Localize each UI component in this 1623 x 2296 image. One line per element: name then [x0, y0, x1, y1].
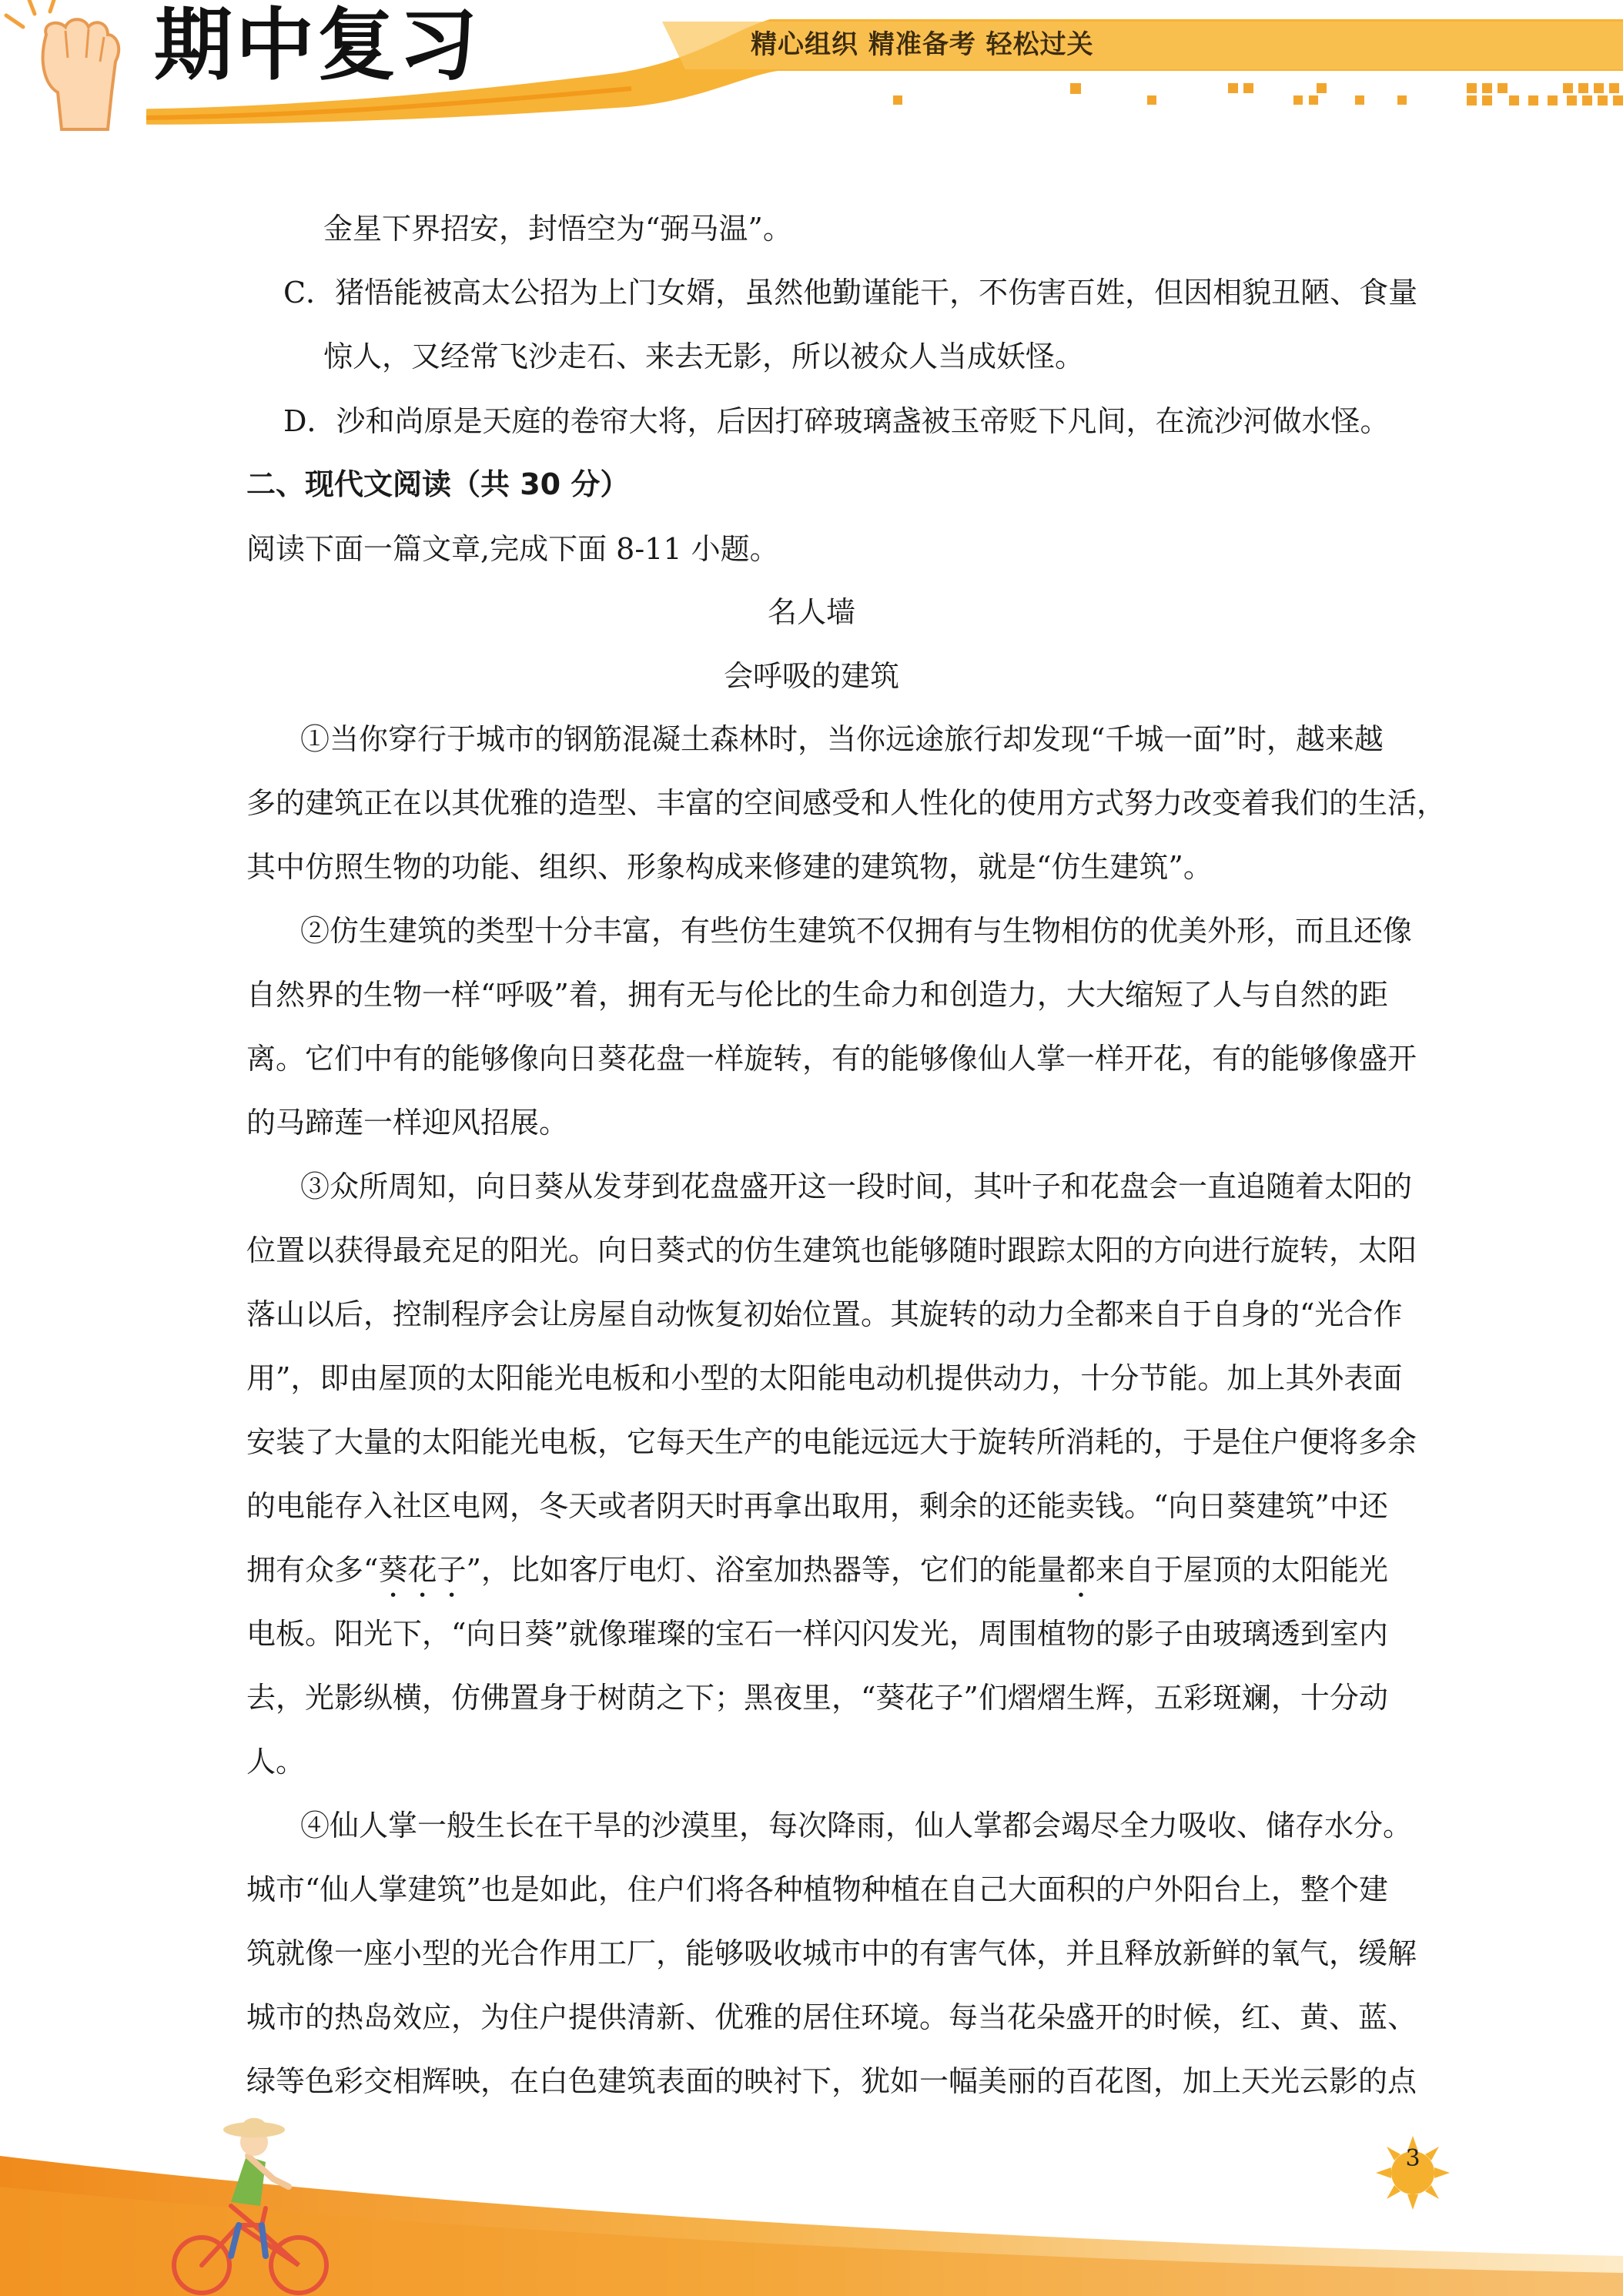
p3-line8: 电板。阳光下，“向日葵”就像璀璨的宝石一样闪闪发光，周围植物的影子由玻璃透到室内 [246, 1617, 1388, 1651]
p3-line7-e: 来自于屋顶的太阳能光 [1095, 1553, 1388, 1587]
emphasized-dou: 都 [1066, 1553, 1096, 1587]
p2-line4: 的马蹄莲一样迎风招展。 [246, 1106, 569, 1140]
p3-line6: 的电能存入社区电网，冬天或者阴天时再拿出取用，剩余的还能卖钱。“向日葵建筑”中还 [246, 1489, 1388, 1523]
p4-line4: 城市的热岛效应，为住户提供清新、优雅的居住环境。每当花朵盛开的时候，红、黄、蓝、 [246, 2000, 1417, 2034]
header-slogan: 精心组织 精准备考 轻松过关 [751, 29, 1094, 60]
p4-line2: 城市“仙人掌建筑”也是如此，住户们将各种植物种植在自己大面积的户外阳台上，整个建 [246, 1873, 1388, 1906]
option-c-line1: C．猪悟能被高太公招为上门女婿，虽然他勤谨能干，不伤害百姓，但因相貌丑陋、食量 [283, 276, 1418, 310]
column-title: 名人墙 [767, 595, 855, 629]
p3-line2: 位置以获得最充足的阳光。向日葵式的仿生建筑也能够随时跟踪太阳的方向进行旋转，太阳 [246, 1233, 1417, 1267]
page-number: 3 [1405, 2145, 1421, 2172]
page-footer [0, 2071, 1623, 2296]
p3-line7 [246, 1551, 1388, 1604]
p3-line4: 用”，即由屋顶的太阳能光电板和小型的太阳能电动机提供动力，十分节能。加上其外表面 [246, 1361, 1403, 1395]
article-title: 会呼吸的建筑 [723, 659, 899, 693]
decorative-squares [0, 0, 1623, 131]
section-heading: 二、现代文阅读（共 30 分） [246, 467, 630, 501]
p3-line7-c: ”，比如客厅电灯、浴室加热器等，它们的能量 [466, 1553, 1066, 1587]
p2-line2: 自然界的生物一样“呼吸”着，拥有无与伦比的生命力和创造力，大大缩短了人与自然的距 [246, 978, 1388, 1012]
p3-line10: 人。 [246, 1745, 306, 1779]
section-instruction: 阅读下面一篇文章,完成下面 8-11 小题。 [246, 532, 779, 566]
emphasized-kuihuazi: 葵花子 [378, 1553, 467, 1587]
p3-line5: 安装了大量的太阳能光电板，它每天生产的电能远远大于旋转所消耗的，于是住户便将多余 [246, 1425, 1417, 1459]
p2-line3: 离。它们中有的能够像向日葵花盘一样旋转，有的能够像仙人掌一样开花，有的能够像盛开 [246, 1042, 1417, 1076]
option-d-line1: D．沙和尚原是天庭的卷帘大将，后因打碎玻璃盏被玉帝贬下凡间，在流沙河做水怪。 [283, 404, 1390, 438]
p4-line3: 筑就像一座小型的光合作用工厂，能够吸收城市中的有害气体，并且释放新鲜的氧气，缓解 [246, 1936, 1417, 1970]
p3-line9: 去，光影纵横，仿佛置身于树荫之下；黑夜里，“葵花子”们熠熠生辉，五彩斑斓，十分动 [246, 1681, 1388, 1715]
p1-line3: 其中仿照生物的功能、组织、形象构成来修建的建筑物，就是“仿生建筑”。 [246, 850, 1213, 884]
p1-line2: 多的建筑正在以其优雅的造型、丰富的空间感受和人性化的使用方式努力改变着我们的生活， [246, 786, 1447, 820]
p3-line3: 落山以后，控制程序会让房屋自动恢复初始位置。其旋转的动力全都来自于自身的“光合作 [246, 1297, 1403, 1331]
p3-line1: ③众所周知，向日葵从发芽到花盘盛开这一段时间，其叶子和花盘会一直追随着太阳的 [300, 1170, 1413, 1203]
p2-line1: ②仿生建筑的类型十分丰富，有些仿生建筑不仅拥有与生物相仿的优美外形，而且还像 [300, 914, 1413, 948]
option-c-line2: 惊人，又经常飞沙走石、来去无影，所以被众人当成妖怪。 [323, 340, 1085, 373]
page-header [0, 0, 1623, 131]
p4-line5: 绿等色彩交相辉映，在白色建筑表面的映衬下，犹如一幅美丽的百花图，加上天光云影的点 [246, 2064, 1417, 2098]
option-b-continuation: 金星下界招安，封悟空为“弼马温”。 [323, 212, 792, 246]
p4-line1: ④仙人掌一般生长在干旱的沙漠里，每次降雨，仙人掌都会竭尽全力吸收、储存水分。 [300, 1809, 1413, 1842]
header-title: 期中复习 [154, 0, 480, 92]
p3-line7-a: 拥有众多“ [246, 1553, 379, 1587]
footer-banner [0, 2071, 1623, 2296]
p1-line1: ①当你穿行于城市的钢筋混凝土森林时，当你远途旅行却发现“千城一面”时，越来越 [300, 722, 1384, 756]
